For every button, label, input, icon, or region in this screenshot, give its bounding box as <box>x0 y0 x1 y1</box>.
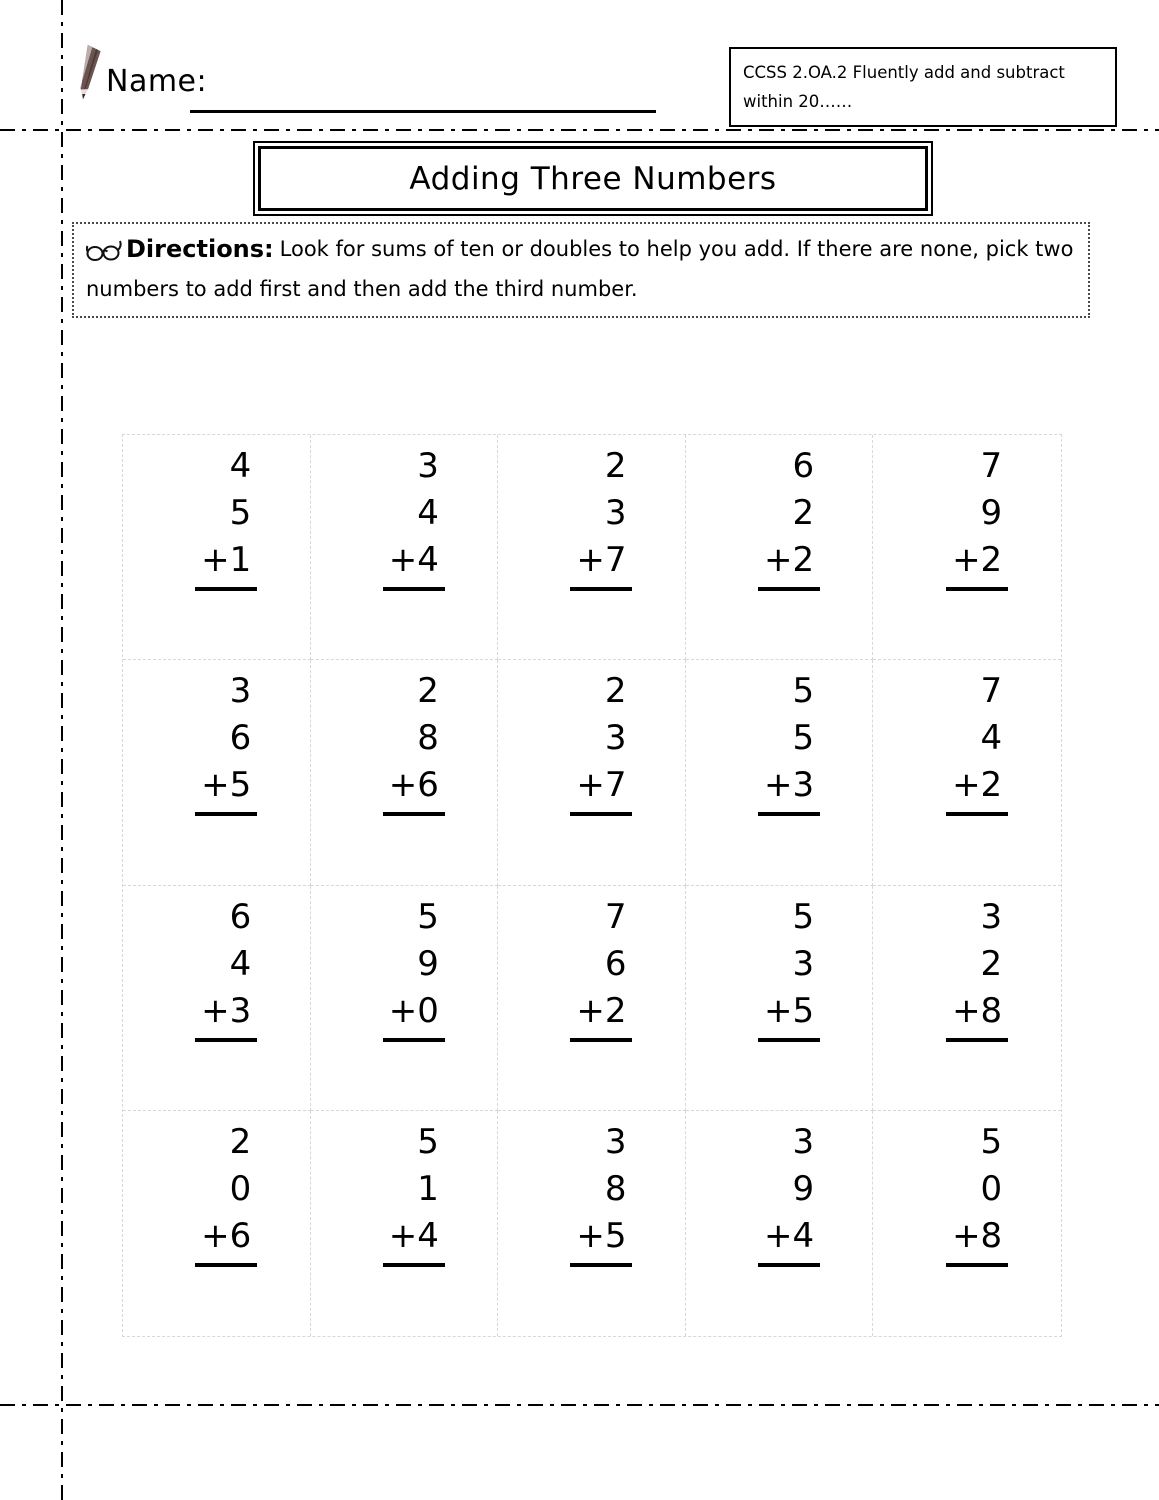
addend-first: 7 <box>604 896 627 937</box>
answer-rule-line <box>758 587 820 591</box>
addend-third: +8 <box>952 990 1003 1031</box>
glasses-icon <box>86 238 124 264</box>
ccss-standard-box <box>729 47 1117 127</box>
answer-rule-line <box>570 1263 632 1267</box>
addend-second: 2 <box>792 493 815 533</box>
addend-third: +3 <box>201 990 252 1031</box>
name-row <box>66 40 686 120</box>
addend-first: 5 <box>980 1121 1003 1162</box>
answer-rule-line <box>570 587 632 591</box>
addend-first: 3 <box>980 896 1003 937</box>
addend-second: 8 <box>604 1168 627 1209</box>
addition-problem <box>173 443 259 591</box>
answer-rule-line <box>383 812 445 816</box>
problem-cell[interactable] <box>123 435 311 660</box>
addend-second: 0 <box>229 1168 252 1209</box>
addend-first: 5 <box>417 896 439 937</box>
answer-rule-line <box>758 1038 820 1042</box>
addition-problem <box>173 668 259 816</box>
addend-second: 2 <box>980 943 1003 984</box>
addition-problem <box>924 668 1010 816</box>
addend-first: 6 <box>792 446 815 486</box>
addend-third: +4 <box>388 1215 439 1256</box>
addend-second: 4 <box>229 943 252 984</box>
problem-cell[interactable] <box>686 660 874 885</box>
problem-cell[interactable] <box>498 435 686 660</box>
problem-cell[interactable] <box>311 435 499 660</box>
problem-cell[interactable] <box>311 1111 499 1336</box>
addition-problem <box>361 668 447 816</box>
addition-problem <box>736 443 822 591</box>
addend-first: 5 <box>417 1121 439 1162</box>
pencil-icon <box>68 42 110 104</box>
addend-second: 5 <box>229 493 252 533</box>
crop-guide-horizontal-top <box>0 129 1159 131</box>
addend-first: 2 <box>604 446 627 486</box>
addend-third: +4 <box>388 540 439 580</box>
addend-third: +4 <box>763 1215 815 1256</box>
addend-third: +7 <box>576 540 627 580</box>
addition-problem <box>548 1119 634 1267</box>
directions-box <box>72 222 1090 318</box>
crop-guide-horizontal-bottom <box>0 1404 1159 1406</box>
addend-second: 0 <box>980 1168 1003 1209</box>
answer-rule-line <box>758 1263 820 1267</box>
answer-rule-line <box>946 812 1008 816</box>
problem-cell[interactable] <box>498 1111 686 1336</box>
crop-guide-vertical <box>61 0 63 1500</box>
addend-second: 3 <box>604 718 627 759</box>
addend-second: 6 <box>604 943 627 984</box>
addend-third: +6 <box>388 765 439 806</box>
addend-third: +8 <box>952 1215 1003 1256</box>
addend-third: +1 <box>201 540 252 580</box>
problem-cell[interactable] <box>873 435 1061 660</box>
addition-problem <box>736 1119 822 1267</box>
addition-problem <box>361 894 447 1042</box>
addend-third: +7 <box>576 765 627 806</box>
addition-problem <box>173 894 259 1042</box>
answer-rule-line <box>195 812 257 816</box>
problem-cell[interactable] <box>686 886 874 1111</box>
addend-third: +2 <box>576 990 627 1031</box>
addend-third: +5 <box>576 1215 627 1256</box>
answer-rule-line <box>946 1038 1008 1042</box>
addend-first: 2 <box>417 671 439 712</box>
addend-first: 7 <box>980 671 1003 712</box>
problem-cell[interactable] <box>311 660 499 885</box>
addition-problem <box>736 894 822 1042</box>
problem-cell[interactable] <box>498 660 686 885</box>
problem-cell[interactable] <box>123 660 311 885</box>
addend-second: 3 <box>792 943 815 984</box>
addend-third: +3 <box>763 765 815 806</box>
addend-second: 9 <box>792 1168 815 1209</box>
problem-cell[interactable] <box>686 1111 874 1336</box>
worksheet-title-box <box>253 141 933 216</box>
addend-first: 5 <box>792 896 815 937</box>
answer-rule-line <box>570 1038 632 1042</box>
addend-third: +0 <box>388 990 439 1031</box>
addend-third: +2 <box>952 540 1003 580</box>
addend-first: 4 <box>229 446 252 486</box>
name-label: Name: <box>106 64 208 99</box>
addend-second: 9 <box>980 493 1003 533</box>
problem-cell[interactable] <box>873 886 1061 1111</box>
ccss-line-1: CCSS 2.OA.2 Fluently add and subtract <box>743 63 1065 82</box>
directions-heading: Directions: <box>126 235 274 263</box>
addition-problem <box>361 443 447 591</box>
addend-second: 3 <box>604 493 627 533</box>
addend-second: 1 <box>417 1168 439 1209</box>
answer-rule-line <box>383 1038 445 1042</box>
addend-second: 8 <box>417 718 439 759</box>
ccss-line-2: within 20…… <box>743 92 853 111</box>
answer-rule-line <box>195 1038 257 1042</box>
addition-problem <box>924 443 1010 591</box>
answer-rule-line <box>946 1263 1008 1267</box>
addition-problem <box>548 894 634 1042</box>
answer-rule-line <box>195 587 257 591</box>
addend-third: +2 <box>952 765 1003 806</box>
answer-rule-line <box>195 1263 257 1267</box>
addition-problem <box>548 443 634 591</box>
addend-second: 9 <box>417 943 439 984</box>
answer-rule-line <box>383 587 445 591</box>
addend-first: 3 <box>417 446 439 486</box>
addend-second: 6 <box>229 718 252 759</box>
directions-text-line-1: Look for sums of ten or doubles to help you add. If there are none, pick two <box>279 237 1074 261</box>
addend-first: 6 <box>229 896 252 937</box>
answer-rule-line <box>946 587 1008 591</box>
addend-second: 4 <box>980 718 1003 759</box>
addend-first: 3 <box>229 671 252 712</box>
problem-cell[interactable] <box>873 1111 1061 1336</box>
addend-first: 5 <box>792 671 815 712</box>
problem-cell[interactable] <box>123 886 311 1111</box>
problem-cell[interactable] <box>686 435 874 660</box>
problem-cell[interactable] <box>873 660 1061 885</box>
addend-second: 4 <box>417 493 439 533</box>
addend-first: 7 <box>980 446 1003 486</box>
addition-problem <box>736 668 822 816</box>
page-title: Adding Three Numbers <box>409 160 777 197</box>
problem-grid <box>122 434 1062 1337</box>
addend-third: +5 <box>763 990 815 1031</box>
problem-cell[interactable] <box>123 1111 311 1336</box>
addend-third: +2 <box>763 540 815 580</box>
answer-rule-line <box>758 812 820 816</box>
addend-first: 3 <box>604 1121 627 1162</box>
addition-problem <box>173 1119 259 1267</box>
answer-rule-line <box>383 1263 445 1267</box>
worksheet-title-inner-border <box>258 146 928 211</box>
problem-cell[interactable] <box>498 886 686 1111</box>
name-write-line[interactable] <box>190 110 656 113</box>
addend-first: 2 <box>604 671 627 712</box>
addend-first: 3 <box>792 1121 815 1162</box>
addend-second: 5 <box>792 718 815 759</box>
addition-problem <box>924 894 1010 1042</box>
addend-third: +5 <box>201 765 252 806</box>
directions-text-line-2: numbers to add first and then add the third number. <box>86 277 638 301</box>
addend-third: +6 <box>201 1215 252 1256</box>
addend-first: 2 <box>229 1121 252 1162</box>
directions-first-line <box>86 232 1078 266</box>
problem-cell[interactable] <box>311 886 499 1111</box>
addition-problem <box>924 1119 1010 1267</box>
answer-rule-line <box>570 812 632 816</box>
addition-problem <box>361 1119 447 1267</box>
addition-problem <box>548 668 634 816</box>
